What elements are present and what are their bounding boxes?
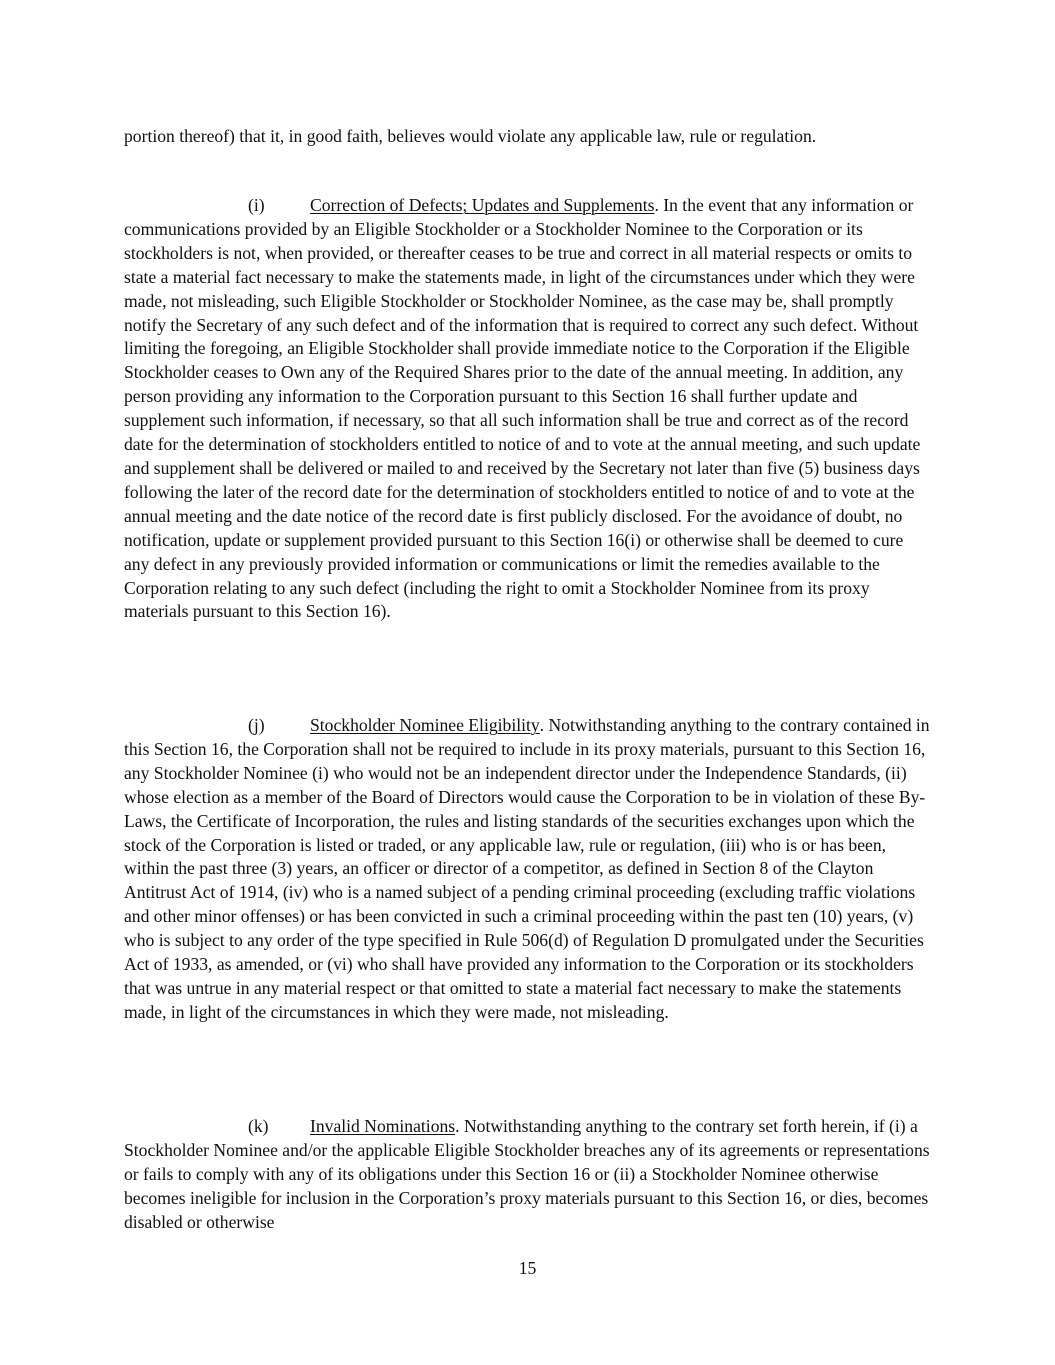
section-j-heading: Stockholder Nominee Eligibility xyxy=(310,715,540,735)
section-i-enumerator: (i) xyxy=(248,195,265,215)
section-k-enumerator: (k) xyxy=(248,1116,269,1136)
section-j-body: . Notwithstanding anything to the contrary contained in this Section 16, the Corporation shall not be required to include in its proxy materials, pursuant to this Section 16, any Stockholder Nominee (i) who would not be an independent director under the Independence Standards, (ii) whose election as a member of the Board of Directors would cause the Corporation to be in violation of these By-Laws, the Certificate of Incorporation, the rules and listing standards of the securities exchanges upon which the stock of the Corporation is listed or traded, or any applicable law, rule or regulation, (iii) who is or has been, within the past three (3) years, an officer or director of a competitor, as defined in Section 8 of the Clayton Antitrust Act of 1914, (iv) who is a named subject of a pending criminal proceeding (excluding traffic violations and other minor offenses) or has been convicted in such a criminal proceeding within the past ten (10) years, (v) who is subject to any order of the type specified in Rule 506(d) of Regulation D promulgated under the Securities Act of 1933, as amended, or (vi) who shall have provided any information to the Corporation or its stockholders that was untrue in any material respect or that omitted to state a material fact necessary to make the statements made, in light of the circumstances in which they were made, not misleading. xyxy=(124,715,930,1022)
section-i-head xyxy=(248,194,654,218)
section-k-heading: Invalid Nominations xyxy=(310,1116,456,1136)
section-k-head xyxy=(248,1115,455,1139)
page-number: 15 xyxy=(518,1258,537,1278)
section-j-head xyxy=(248,714,540,738)
section-k-body: . Notwithstanding anything to the contrary set forth herein, if (i) a Stockholder Nominee and/or the applicable Eligible Stockholder breaches any of its agreements or representations or fails to comply with any of its obligations under this Section 16 or (ii) a Stockholder Nominee otherwise becomes ineligible for inclusion in the Corporation’s proxy materials pursuant to this Section 16, or dies, becomes disabled or otherwise xyxy=(124,1116,930,1232)
section-i-heading: Correction of Defects; Updates and Supplements xyxy=(310,195,655,215)
section-i-paragraph xyxy=(124,194,932,624)
intro-paragraph: portion thereof) that it, in good faith, believes would violate any applicable law, rule or regulation. xyxy=(124,126,817,146)
section-i-body: . In the event that any information or communications provided by an Eligible Stockholder or a Stockholder Nominee to the Corporation or its stockholders is not, when provided, or thereafter ceases to be true and correct in all material respects or omits to state a material fact necessary to make the statements made, in light of the circumstances under which they were made, not misleading, such Eligible Stockholder or Stockholder Nominee, as the case may be, shall promptly notify the Secretary of any such defect and of the information that is required to correct any such defect. Without limiting the foregoing, an Eligible Stockholder shall provide immediate notice to the Corporation if the Eligible Stockholder ceases to Own any of the Required Shares prior to the date of the annual meeting. In addition, any person providing any information to the Corporation pursuant to this Section 16 shall further update and supplement such information, if necessary, so that all such information shall be true and correct as of the record date for the determination of stockholders entitled to notice of and to vote at the annual meeting, and such update and supplement shall be delivered or mailed to and received by the Secretary not later than five (5) business days following the later of the record date for the determination of stockholders entitled to notice of and to vote at the annual meeting and the date notice of the record date is first publicly disclosed. For the avoidance of doubt, no notification, update or supplement provided pursuant to this Section 16(i) or otherwise shall be deemed to cure any defect in any previously provided information or communications or limit the remedies available to the Corporation relating to any such defect (including the right to omit a Stockholder Nominee from its proxy materials pursuant to this Section 16). xyxy=(124,195,921,622)
section-j-enumerator: (j) xyxy=(248,715,265,735)
section-j-paragraph xyxy=(124,714,932,1025)
section-k-paragraph xyxy=(124,1115,932,1235)
